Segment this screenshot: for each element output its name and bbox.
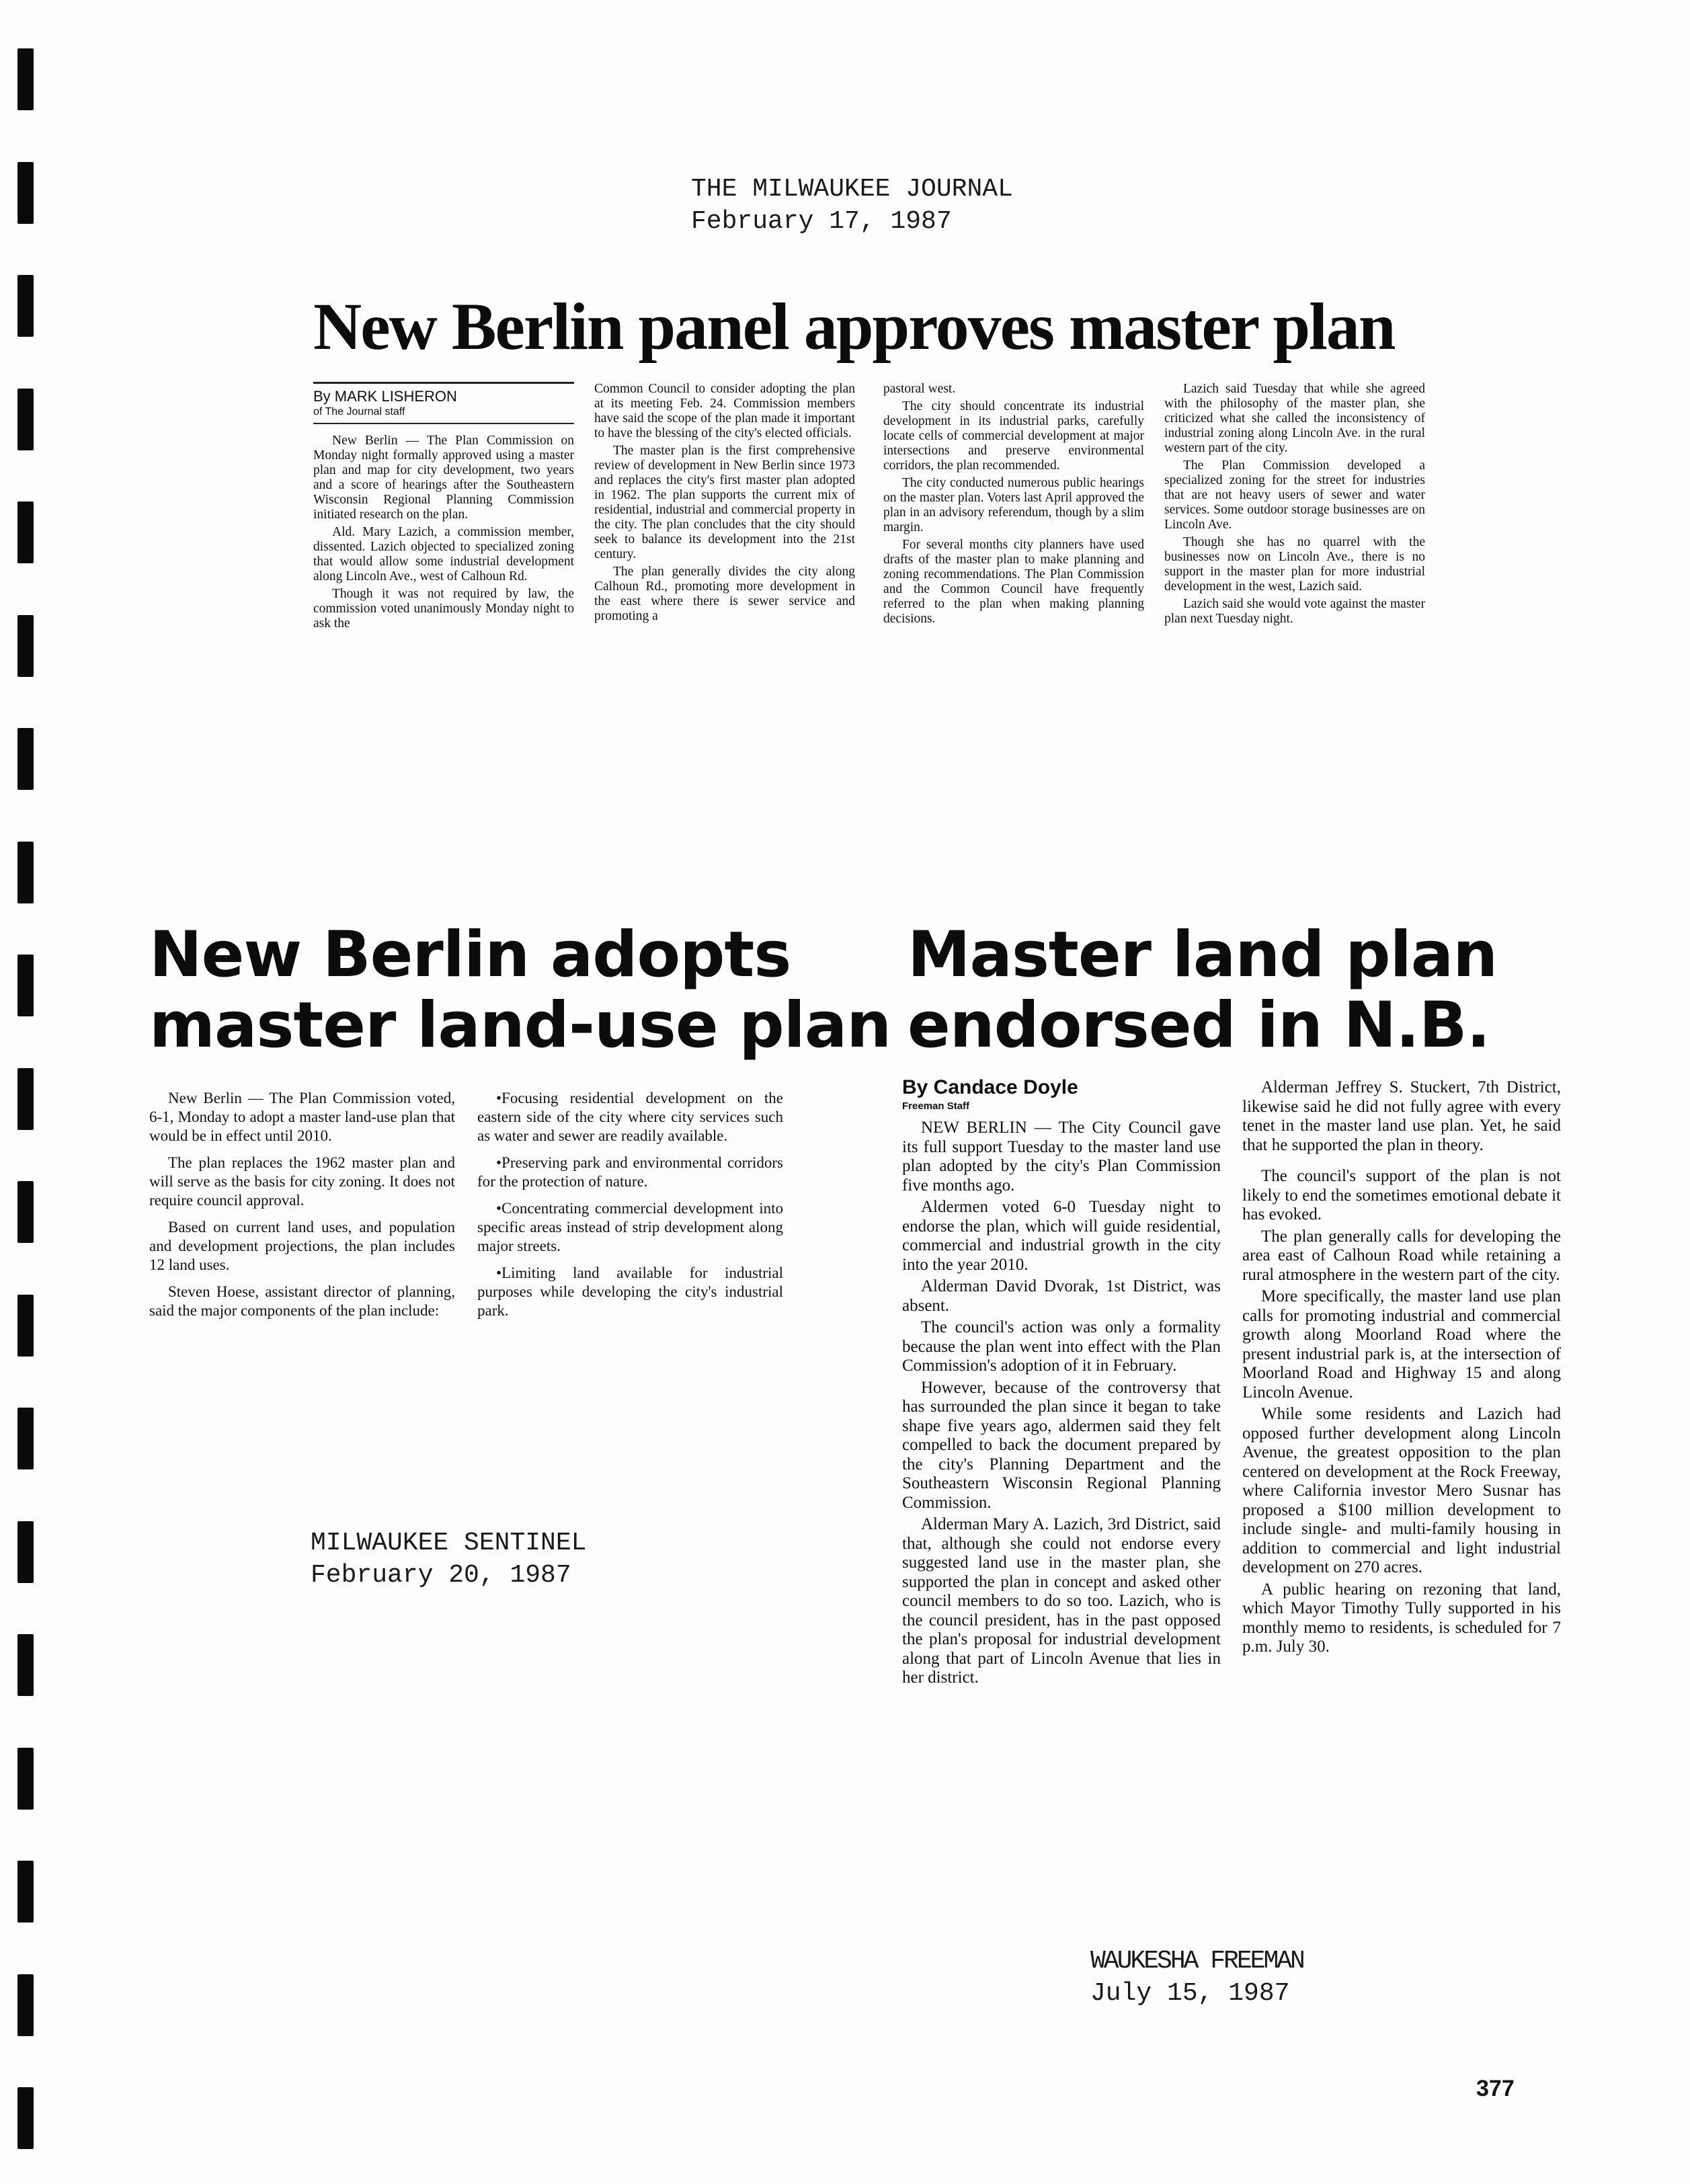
sentinel-column-1 — [149, 1089, 455, 1323]
sentinel-headline — [149, 920, 891, 1061]
binding-mark — [17, 1861, 34, 1923]
freeman-headline-line-1: Master land plan — [908, 918, 1498, 992]
binding-mark — [17, 162, 34, 224]
freeman-source-stamp — [1090, 1945, 1303, 2010]
journal-column-3 — [883, 382, 1144, 629]
byline-top-rule — [313, 382, 574, 384]
freeman-paragraph: The council's support of the plan is not likely to end the sometimes emotional debate it has evoked. — [1242, 1167, 1561, 1223]
binding-mark — [17, 2087, 34, 2149]
sentinel-source-name: MILWAUKEE SENTINEL — [311, 1529, 587, 1558]
binding-mark — [17, 1748, 34, 1810]
freeman-staff: Freeman Staff — [902, 1100, 970, 1112]
journal-source-date: February 17, 1987 — [691, 207, 952, 236]
journal-paragraph: pastoral west. — [883, 382, 956, 396]
sentinel-paragraph: Based on current land uses, and population and development projections, the plan includes 12 land uses. — [149, 1219, 455, 1273]
binding-mark — [17, 955, 34, 1016]
freeman-column-2 — [1242, 1078, 1561, 1660]
freeman-paragraph: NEW BERLIN — The City Council gave its full support Tuesday to the master land use plan adopted by the city's Plan Commission five months ago. — [902, 1119, 1221, 1195]
binding-marks — [17, 0, 35, 2184]
journal-paragraph: Lazich said she would vote against the master plan next Tuesday night. — [1164, 597, 1425, 626]
journal-paragraph: For several months city planners have used drafts of the master plan to make planning and zoning recommendations. The Plan Commission and the Common Council have frequently referred to the plan when making planning decisions. — [883, 538, 1144, 626]
binding-mark — [17, 1295, 34, 1357]
journal-paragraph: The city should concentrate its industrial development in its industrial parks, carefully locate cells of commercial development at major intersections and preserve environmental corridors, the plan recommended. — [883, 399, 1144, 473]
freeman-headline — [908, 920, 1497, 1061]
binding-mark — [17, 842, 34, 903]
freeman-source-name: WAUKESHA FREEMAN — [1090, 1947, 1303, 1976]
sentinel-headline-line-2: master land-use plan — [149, 989, 891, 1063]
freeman-paragraph: The council's action was only a formality because the plan went into effect with the Plan Commission's adoption of it in February. — [902, 1318, 1221, 1375]
binding-mark — [17, 615, 34, 677]
journal-source-name: THE MILWAUKEE JOURNAL — [691, 175, 1013, 204]
freeman-paragraph: More specifically, the master land use plan calls for promoting industrial and commercial growth along Moorland Road where the present industrial park is, at the intersection of Moorland Road and Highway 15 and along Lincoln Avenue. — [1242, 1287, 1561, 1402]
sentinel-paragraph: Steven Hoese, assistant director of planning, said the major components of the plan include: — [149, 1283, 455, 1319]
journal-article-body — [313, 382, 1429, 745]
journal-paragraph: Ald. Mary Lazich, a commission member, dissented. Lazich objected to specialized zoning that would allow some industrial development along Lincoln Ave., west of Calhoun Rd. — [313, 525, 574, 583]
freeman-paragraph: The plan generally calls for developing the area east of Calhoun Road while retaining a rural atmosphere in the western part of the city. — [1242, 1227, 1561, 1284]
binding-mark — [17, 728, 34, 790]
binding-mark — [17, 1068, 34, 1130]
journal-paragraph: The Plan Commission developed a specialized zoning for the street for industries that are not heavy users of sewer and water services. Some outdoor storage businesses are on Lincoln Ave. — [1164, 458, 1425, 532]
binding-mark — [17, 1408, 34, 1469]
sentinel-source-stamp — [311, 1527, 586, 1592]
binding-mark — [17, 275, 34, 337]
journal-column-1 — [313, 382, 574, 634]
binding-mark — [17, 1974, 34, 2036]
journal-byline: By MARK LISHERON — [313, 388, 457, 405]
sentinel-paragraph: New Berlin — The Plan Commission voted, 6-1, Monday to adopt a master land-use plan that would be in effect until 2010. — [149, 1090, 455, 1144]
binding-mark — [17, 389, 34, 450]
binding-mark — [17, 1181, 34, 1243]
journal-paragraph: Lazich said Tuesday that while she agreed with the philosophy of the master plan, she criticized what she called the inconsistency of industrial zoning along Lincoln Ave. in the rural western part of the city. — [1164, 382, 1425, 455]
freeman-column-1 — [902, 1076, 1221, 1691]
journal-staff: of The Journal staff — [313, 406, 405, 417]
freeman-headline-line-2: endorsed in N.B. — [908, 989, 1490, 1063]
freeman-source-date: July 15, 1987 — [1090, 1979, 1290, 2008]
journal-column-4 — [1164, 382, 1425, 629]
journal-paragraph: New Berlin — The Plan Commission on Monday night formally approved using a master plan and map for city development, two years and a score of hearings after the Southeastern Wisconsin Regional Planning Commission initiated research on the plan. — [313, 434, 574, 522]
journal-headline: New Berlin panel approves master plan — [313, 289, 1395, 364]
sentinel-paragraph: The plan replaces the 1962 master plan and will serve as the basis for city zoning. It does not require council approval. — [149, 1154, 455, 1209]
journal-source-stamp — [691, 173, 1013, 238]
journal-paragraph: The city conducted numerous public hearings on the master plan. Voters last April approved the plan in an advisory referendum, though by a slim margin. — [883, 476, 1144, 534]
sentinel-bullet: •Preserving park and environmental corridors for the protection of nature. — [477, 1154, 783, 1190]
binding-mark — [17, 1521, 34, 1583]
binding-mark — [17, 1634, 34, 1696]
freeman-byline: By Candace Doyle — [902, 1076, 1078, 1098]
freeman-paragraph: Aldermen voted 6-0 Tuesday night to endorse the plan, which will guide residential, commercial and industrial growth in the city into the year 2010. — [902, 1198, 1221, 1274]
journal-column-2 — [594, 382, 855, 626]
freeman-paragraph: A public hearing on rezoning that land, which Mayor Timothy Tully supported in his monthly memo to residents, is scheduled for 7 p.m. July 30. — [1242, 1580, 1561, 1656]
sentinel-bullet: •Focusing residential development on the eastern side of the city where city services such as water and sewer are readily available. — [477, 1090, 783, 1144]
sentinel-bullet: •Concentrating commercial development into specific areas instead of strip development along major streets. — [477, 1200, 783, 1254]
journal-paragraph: Common Council to consider adopting the plan at its meeting Feb. 24. Commission members have said the scope of the plan made it important to have the blessing of the city's elected officials. — [594, 382, 855, 440]
binding-mark — [17, 501, 34, 563]
freeman-paragraph: However, because of the controversy that has surrounded the plan since it began to take shape five years ago, aldermen said they felt compelled to back the document prepared by the city's Planning Department and the Southeastern Wisconsin Regional Planning Commission. — [902, 1378, 1221, 1512]
sentinel-bullet: •Limiting land available for industrial purposes while developing the city's industrial park. — [477, 1264, 783, 1319]
sentinel-column-2 — [477, 1089, 783, 1323]
freeman-paragraph: While some residents and Lazich had opposed further development along Lincoln Avenue, the greatest opposition to the plan centered on development at the Rock Freeway, where California investor Mero Susnar has proposed a $100 million development to include single- and multi-family housing in addition to commercial and light industrial development on 270 acres. — [1242, 1405, 1561, 1576]
freeman-paragraph: Alderman Jeffrey S. Stuckert, 7th District, likewise said he did not fully agree with every tenet in the master land use plan. Yet, he said that he supported the plan in theory. — [1242, 1078, 1561, 1154]
sentinel-source-date: February 20, 1987 — [311, 1561, 571, 1590]
journal-paragraph: The plan generally divides the city along Calhoun Rd., promoting more development in the east where there is sewer service and promoting a — [594, 565, 855, 623]
page-number: 377 — [1476, 2076, 1515, 2101]
journal-paragraph: The master plan is the first comprehensive review of development in New Berlin since 1973 and replaces the city's first master plan adopted in 1962. The plan supports the current mix of residential, industrial and commercial property in the city. The plan concludes that the city should seek to balance its development into the 21st century. — [594, 444, 855, 561]
sentinel-headline-line-1: New Berlin adopts — [149, 918, 791, 992]
freeman-paragraph: Alderman David Dvorak, 1st District, was absent. — [902, 1277, 1221, 1315]
binding-mark — [17, 48, 34, 110]
byline-bottom-rule — [313, 423, 574, 424]
journal-paragraph: Though she has no quarrel with the businesses now on Lincoln Ave., there is no support in the master plan for more industrial development in the west, Lazich said. — [1164, 535, 1425, 594]
freeman-paragraph: Alderman Mary A. Lazich, 3rd District, said that, although she could not endorse every suggested land use in the master plan, she supported the plan in concept and asked other council members to do so too. Lazich, who is the council president, has in the past opposed the plan's proposal for industrial development along that part of Lincoln Avenue that lies in her district. — [902, 1515, 1221, 1687]
journal-paragraph: Though it was not required by law, the commission voted unanimously Monday night to ask the — [313, 587, 574, 631]
